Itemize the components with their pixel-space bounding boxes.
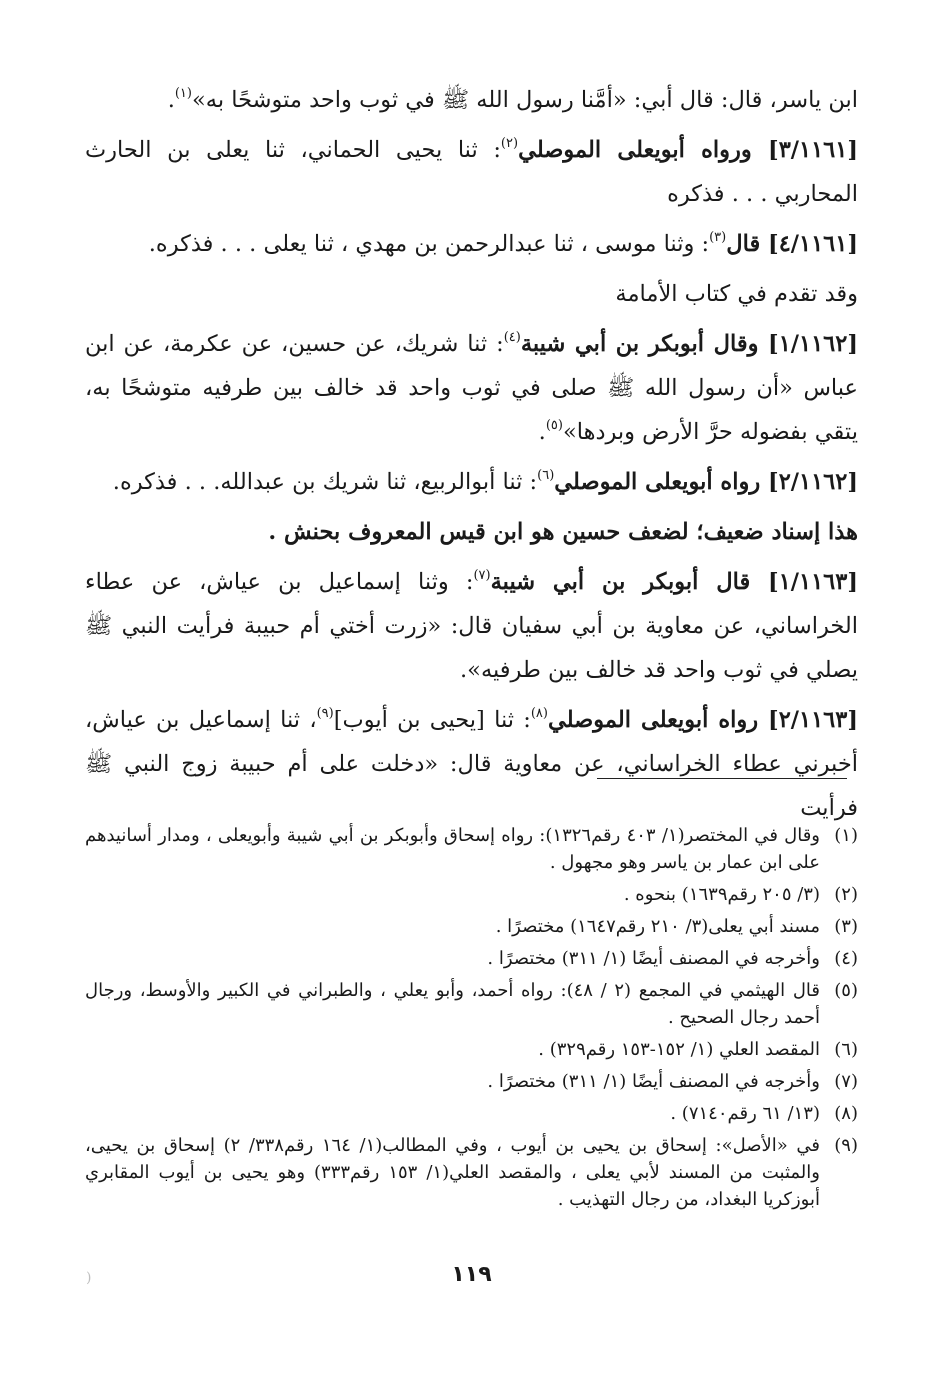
footnote (85, 1068, 858, 1095)
footnote (85, 945, 858, 972)
footnote (85, 1100, 858, 1127)
hadith-label: [٢/١١٦٣] رواه أبويعلى الموصلي (547, 707, 858, 733)
footnote-ref: (٥) (545, 418, 563, 433)
main-text (85, 78, 858, 836)
footnote (85, 881, 858, 908)
isnad-assessment (85, 510, 858, 554)
footnote-text: (١٣/ ٦١ رقم٧١٤٠) . (670, 1103, 820, 1124)
hadith-text: : ثنا شريك، عن حسين، عن عكرمة، عن ابن عباس «أن رسول الله ﷺ صلى في ثوب واحد قد خالف بين طرفيه متوشحًا به، يتقي بفضوله حرَّ الأرض وبردها» (85, 331, 858, 445)
footnote-number: (٣) (834, 916, 858, 937)
footnote (85, 977, 858, 1031)
footnote-number: (٩) (834, 1135, 858, 1156)
assessment-text: هذا إسناد ضعيف؛ لضعف حسين هو ابن قيس المعروف بحنش . (268, 519, 858, 545)
footnote-number: (٥) (834, 980, 858, 1001)
hadith-text: : وثنا إسماعيل بن عياش، عن عطاء الخراساني، عن معاوية بن أبي سفيان قال: «زرت أختي أم حبيبة فرأيت النبي ﷺ يصلي في ثوب واحد قد خالف بين طرفيه». (85, 569, 858, 683)
footnote (85, 913, 858, 940)
footnote-number: (٦) (834, 1039, 858, 1060)
hadith-text: : وثنا موسى ، ثنا عبدالرحمن بن مهدي ، ثنا يعلى . . . فذكره. (148, 231, 710, 257)
footnote-ref: (٨) (530, 706, 548, 721)
paragraph-end: . (167, 87, 175, 113)
note-text: وقد تقدم في كتاب الأمامة (615, 281, 858, 307)
footnote-text: في «الأصل»: إسحاق بن يحيى بن أيوب ، وفي المطالب(١/ ١٦٤ رقم٣٣٨/ ٢) إسحاق بن يحيى، والمثبت من المسند لأبي يعلى ، والمقصد العلي(١/ ١٥٣ رقم٣٣٣) وهو يحيى بن أيوب المقابري أبوزكريا البغداد، من رجال التهذيب . (85, 1135, 821, 1210)
footnote-ref: (٤) (503, 330, 521, 345)
footnotes (85, 822, 858, 1218)
hadith-label: [٤/١١٦١] قال (726, 231, 858, 257)
hadith-text-continued: ، ثنا إسماعيل بن عياش، أخبرني عطاء الخراساني، عن معاوية قال: «دخلت على أم حبيبة زوج النبي ﷺ فرأيت (85, 707, 858, 821)
paragraph-1 (85, 78, 858, 122)
footnote-number: (٤) (834, 948, 858, 969)
hadith-1161-3 (85, 128, 858, 216)
footnote-number: (٧) (834, 1071, 858, 1092)
footnote-ref: (١) (174, 86, 192, 101)
footnote-text: قال الهيثمي في المجمع (٢ / ٤٨): رواه أحمد، وأبو يعلي ، والطبراني في الكبير والأوسط، ورجال أحمد رجال الصحيح . (85, 980, 820, 1028)
hadith-1161-4 (85, 222, 858, 266)
footnote-ref: (٦) (537, 468, 555, 483)
hadith-text: : ثنا يحيى الحماني، ثنا يعلى بن الحارث المحاربي . . . فذكره (85, 137, 858, 207)
footnote-ref: (٧) (473, 568, 491, 583)
hadith-label: [١/١١٦٣] قال أبوبكر بن أبي شيبة (490, 569, 858, 595)
binding-edge-mark: ) (86, 1270, 92, 1286)
footnote-ref: (٢) (500, 136, 519, 151)
footnote-text: وقال في المختصر(١/ ٤٠٣ رقم١٣٢٦): رواه إسحاق وأبوبكر بن أبي شيبة وأبويعلى ، ومدار أسانيدهم على ابن عمار بن ياسر وهو مجهول . (85, 825, 821, 873)
hadith-1162-1 (85, 322, 858, 454)
footnote-text: وأخرجه في المصنف أيضًا (١/ ٣١١) مختصرًا . (487, 1071, 820, 1092)
cross-reference-note (85, 272, 858, 316)
hadith-text: : ثنا [يحيى بن أيوب] (333, 707, 531, 733)
page-number: ١١٩ (451, 1262, 492, 1287)
footnote-number: (٢) (834, 884, 858, 905)
hadith-label: [٢/١١٦٢] رواه أبويعلى الموصلي (554, 469, 858, 495)
hadith-1163-2 (85, 698, 858, 830)
footnote-number: (١) (834, 825, 858, 846)
footnote-text: وأخرجه في المصنف أيضًا (١/ ٣١١) مختصرًا . (487, 948, 820, 969)
paragraph-text: ابن ياسر، قال: قال أبي: «أمَّنا رسول الله ﷺ في ثوب واحد متوشحًا به» (191, 87, 858, 113)
footnote-number: (٨) (834, 1103, 858, 1124)
paragraph-end: . (538, 419, 546, 445)
footnote (85, 1036, 858, 1063)
footnote-text: المقصد العلي (١/ ١٥٢-١٥٣ رقم٣٢٩) . (538, 1039, 820, 1060)
footnote (85, 822, 858, 876)
footnote-ref: (٣) (709, 230, 727, 245)
footnote-text: (٣/ ٢٠٥ رقم١٦٣٩) بنحوه . (623, 884, 820, 905)
hadith-label: [٣/١١٦١] ورواه أبويعلى الموصلي (518, 137, 858, 163)
hadith-1163-1 (85, 560, 858, 692)
hadith-1162-2 (85, 460, 858, 504)
hadith-text: : ثنا أبوالربيع، ثنا شريك بن عبدالله. . . فذكره. (112, 469, 538, 495)
footnote-ref: (٩) (316, 706, 334, 721)
hadith-label: [١/١١٦٢] وقال أبوبكر بن أبي شيبة (520, 331, 858, 357)
footnote (85, 1132, 858, 1213)
footnote-separator (597, 778, 847, 779)
footnote-text: مسند أبي يعلى(٣/ ٢١٠ رقم١٦٤٧) مختصرًا . (495, 916, 820, 937)
